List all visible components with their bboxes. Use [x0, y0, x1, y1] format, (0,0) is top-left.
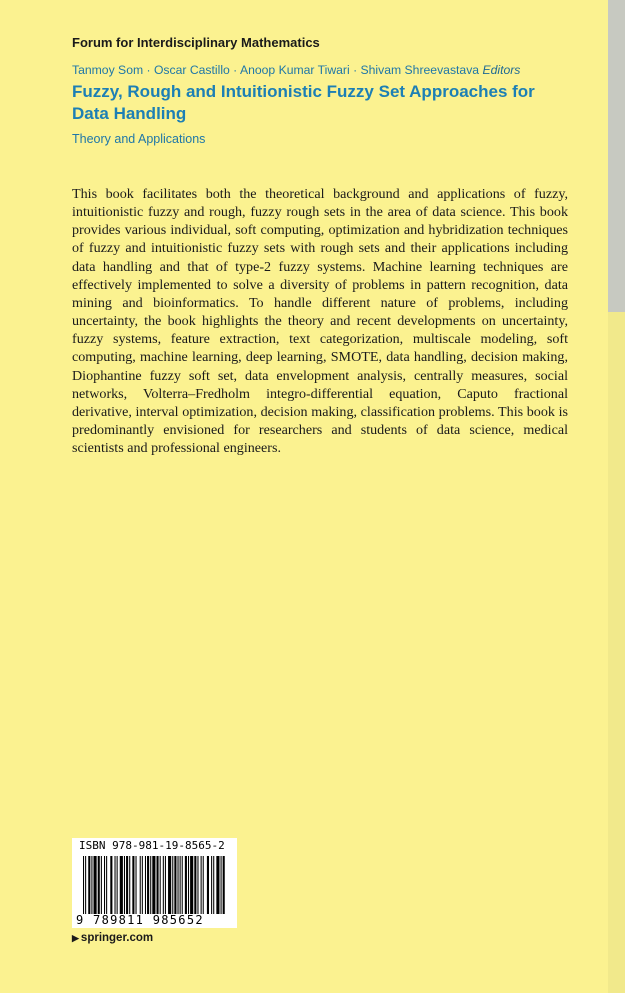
- barcode-bar: [152, 856, 155, 914]
- barcode-graphic: [83, 856, 225, 914]
- barcode-bar: [104, 856, 105, 914]
- barcode-bar: [188, 856, 189, 914]
- barcode-bar: [129, 856, 130, 914]
- publisher-link[interactable]: [72, 932, 153, 944]
- isbn-label: ISBN 978-981-19-8565-2: [79, 839, 225, 852]
- barcode-bar: [85, 856, 86, 914]
- barcode-bar: [182, 856, 183, 914]
- barcode-bar: [110, 856, 112, 914]
- arrow-right-icon: ▶: [72, 933, 79, 943]
- barcode-bar: [150, 856, 151, 914]
- barcode-bar: [115, 856, 116, 914]
- barcode-bar: [174, 856, 176, 914]
- book-description: This book facilitates both the theoretical background and applications of fuzzy, intuitionistic fuzzy and rough, fuzzy rough sets in the area of data science. This book provides various individual, soft computing, optimization and hybridization techniques of fuzzy and intuitionistic fuzzy sets with rough sets and their applications including data handling and that of type-2 fuzzy systems. Machine learning techniques are effectively implemented to solve a diversity of problems in pattern recognition, data mining and bioinformatics. To handle different nature of problems, including uncertainty, the book highlights the theory and recent developments on uncertainty, fuzzy systems, feature extraction, text categorization, multiscale modeling, soft computing, machine learning, deep learning, SMOTE, data handling, decision making, Diophantine fuzzy soft set, data envelopment analysis, centrally measures, social networks, Volterra–Fredholm integro-differential equation, Caputo fractional derivative, interval optimization, decision making, classification problems. This book is predominantly envisioned for researchers and students of data science, medical scientists and professional engineers.: [72, 186, 568, 457]
- barcode-bar: [168, 856, 171, 914]
- editor-names: Tanmoy Som · Oscar Castillo · Anoop Kumar Tiwari · Shivam Shreevastava: [72, 63, 480, 77]
- barcode-bar: [180, 856, 181, 914]
- publisher-site: springer.com: [80, 932, 154, 944]
- barcode-bar: [201, 856, 202, 914]
- barcode-bar: [88, 856, 90, 914]
- barcode-bar: [145, 856, 146, 914]
- barcode-bar: [223, 856, 225, 914]
- barcode-bar: [203, 856, 204, 914]
- barcode-bar: [101, 856, 102, 914]
- editors-line: [72, 63, 520, 77]
- barcode-bar: [120, 856, 123, 914]
- barcode-panel: [72, 838, 237, 928]
- barcode-bar: [94, 856, 97, 914]
- barcode-bar: [98, 856, 100, 914]
- barcode-bar: [91, 856, 92, 914]
- barcode-bar: [160, 856, 161, 914]
- editors-role: Editors: [482, 63, 521, 77]
- barcode-bar: [178, 856, 179, 914]
- barcode-bar: [211, 856, 212, 914]
- barcode-bar: [140, 856, 141, 914]
- barcode-digits: 9 789811 985652: [76, 913, 204, 927]
- barcode-bar: [106, 856, 107, 914]
- barcode-bar: [172, 856, 173, 914]
- barcode-bar: [147, 856, 149, 914]
- barcode-bar: [126, 856, 128, 914]
- barcode-bar: [194, 856, 196, 914]
- barcode-bar: [207, 856, 209, 914]
- barcode-bar: [213, 856, 214, 914]
- barcode-bar: [163, 856, 164, 914]
- barcode-bar: [165, 856, 166, 914]
- book-subtitle: Theory and Applications: [72, 132, 206, 146]
- barcode-bar: [221, 856, 222, 914]
- barcode-bar: [136, 856, 137, 914]
- barcode-bar: [142, 856, 143, 914]
- book-title: Fuzzy, Rough and Intuitionistic Fuzzy Set Approaches for Data Handling: [72, 82, 535, 123]
- barcode-bar: [216, 856, 219, 914]
- barcode-bar: [197, 856, 198, 914]
- barcode-bar: [117, 856, 118, 914]
- barcode-bar: [124, 856, 125, 914]
- barcode-bar: [83, 856, 84, 914]
- barcode-bar: [185, 856, 187, 914]
- barcode-bar: [190, 856, 193, 914]
- barcode-bar: [132, 856, 134, 914]
- series-title: Forum for Interdisciplinary Mathematics: [72, 35, 320, 50]
- spine-marker: [608, 0, 625, 312]
- barcode-bar: [157, 856, 159, 914]
